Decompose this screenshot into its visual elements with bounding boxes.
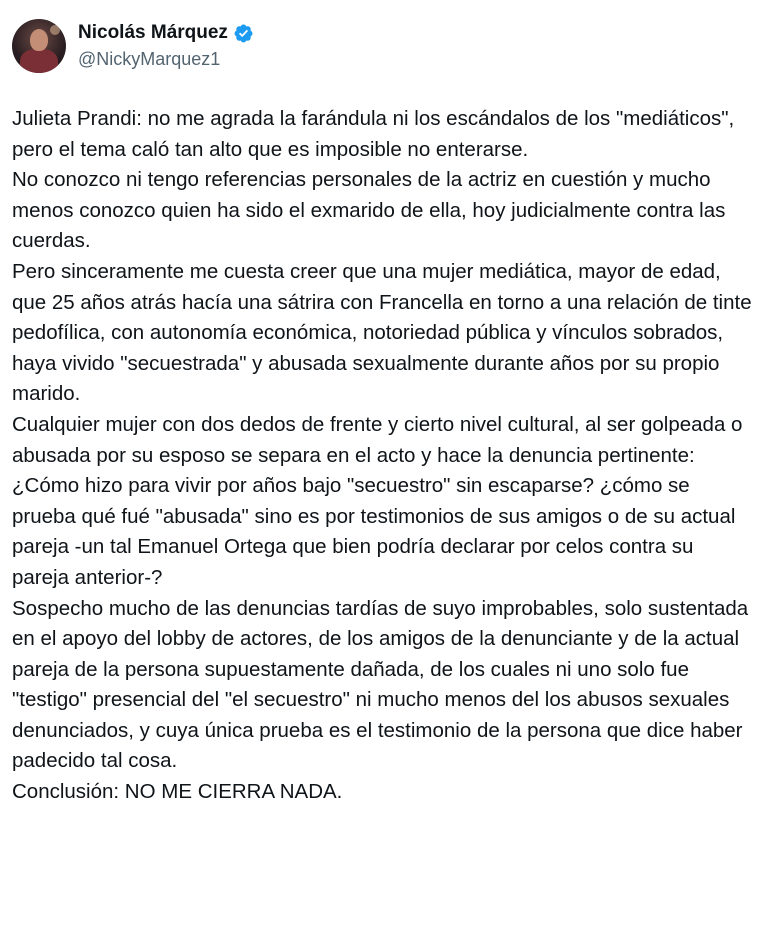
author-handle[interactable]: @NickyMarquez1	[78, 49, 221, 69]
tweet-paragraph: Conclusión: NO ME CIERRA NADA.	[12, 780, 343, 804]
tweet-paragraph: Pero sinceramente me cuesta creer que una mujer mediática, mayor de edad, que 25 años atrás hacía una sátrira con Francella en torno a una relación de tinte pedofílica, con autonomía económica, notoriedad pública y vínculos sobrados, haya vivido "secuestrada" y abusada sexualmente durante años por su propio marido.	[12, 259, 752, 406]
tweet-paragraph: ¿Cómo hizo para vivir por años bajo "secuestro" sin escaparse? ¿cómo se prueba qué fué "abusada" sino es por testimonios de sus amigos o de su actual pareja -un tal Emanuel Ortega que bien podría declarar por celos contra su pareja anterior-?	[12, 474, 736, 589]
tweet-text	[12, 104, 756, 808]
avatar-highlight	[50, 25, 60, 35]
tweet-paragraph: No conozco ni tengo referencias personales de la actriz en cuestión y mucho menos conozco quien ha sido el exmarido de ella, hoy judicialmente contra las cuerdas.	[12, 168, 726, 253]
tweet-paragraph: Cualquier mujer con dos dedos de frente y cierto nivel cultural, al ser golpeada o abusada por su esposo se separa en el acto y hace la denuncia pertinente:	[12, 412, 743, 467]
avatar-body	[20, 49, 58, 73]
author-name-row	[78, 21, 254, 45]
avatar[interactable]	[12, 19, 66, 73]
verified-badge-icon	[233, 23, 254, 44]
avatar-face	[30, 29, 48, 51]
author-display-name[interactable]: Nicolás Márquez	[78, 22, 228, 43]
author-info	[78, 21, 254, 71]
tweet-paragraph: Sospecho mucho de las denuncias tardías de suyo improbables, solo sustentada en el apoyo del lobby de actores, de los amigos de la denunciante y de la actual pareja de la persona supuestamente dañada, de los cuales ni uno solo fue "testigo" presencial del "el secuestro" ni mucho menos del los abusos sexuales denunciados, y cuya única prueba es el testimonio de la persona que dice haber padecido tal cosa.	[12, 596, 749, 773]
tweet-header	[12, 16, 756, 76]
tweet-paragraph: Julieta Prandi: no me agrada la farándula ni los escándalos de los "mediáticos", pero el tema caló tan alto que es imposible no enterarse.	[12, 107, 735, 161]
